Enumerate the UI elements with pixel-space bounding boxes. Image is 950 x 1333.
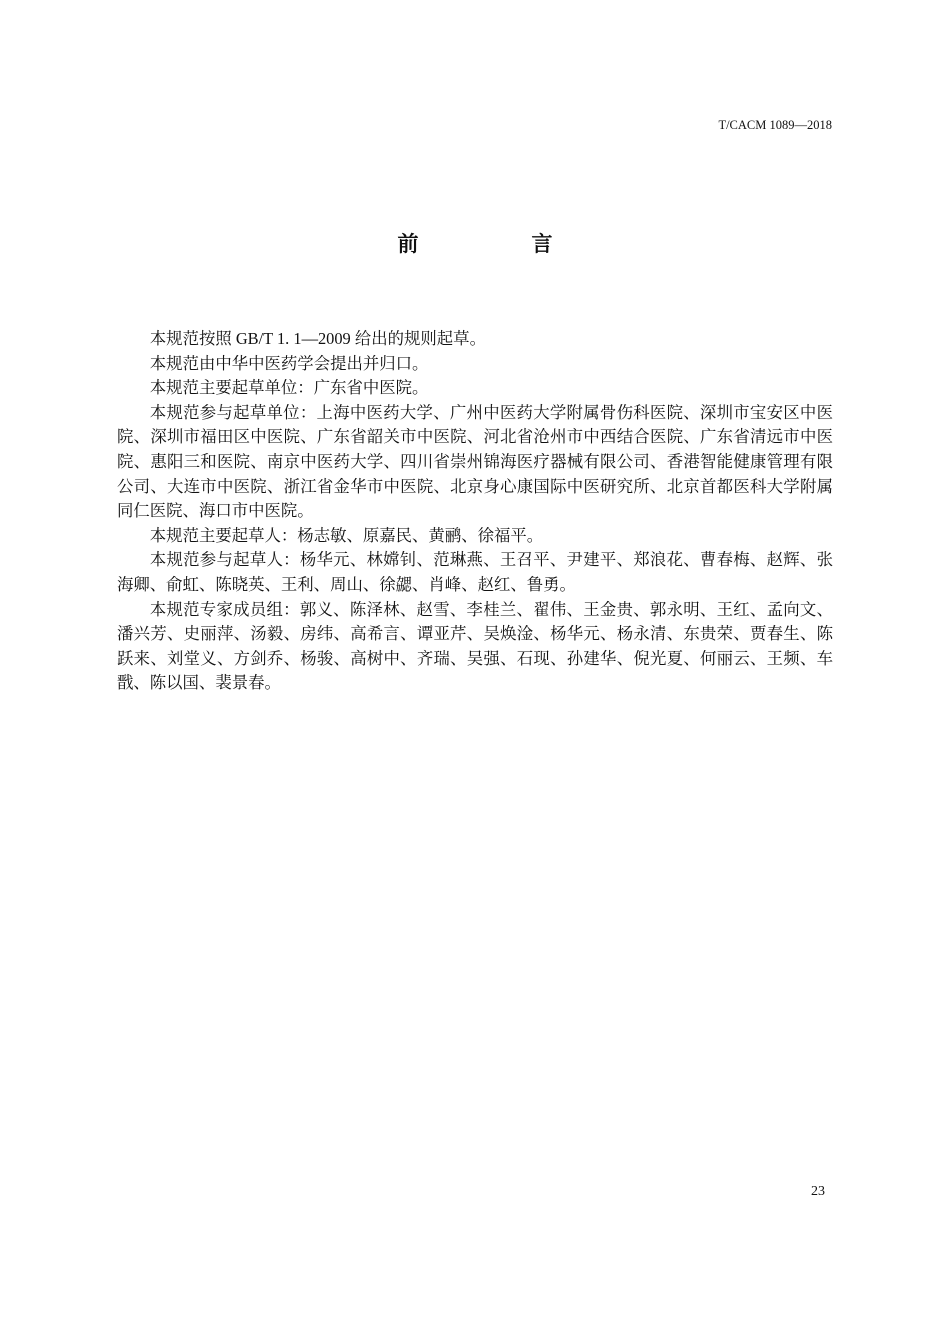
paragraph-drafting-rules: 本规范按照 GB/T 1. 1—2009 给出的规则起草。	[149, 329, 486, 348]
page-number: 23	[811, 1184, 825, 1199]
paragraph-participating-drafters: 本规范参与起草人：杨华元、林嫦钊、范琳燕、王召平、尹建平、郑浪花、曹春梅、赵辉、张海卿、俞虹、陈晓英、王利、周山、徐勰、肖峰、赵红、鲁勇。	[117, 550, 833, 594]
standard-code: T/CACM 1089—2018	[718, 118, 832, 132]
paragraph-expert-group: 本规范专家成员组：郭义、陈泽林、赵雪、李桂兰、翟伟、王金贵、郭永明、王红、孟向文、潘兴芳、史丽萍、汤毅、房纬、高希言、谭亚芹、吴焕淦、杨华元、杨永清、东贵荣、贾春生、陈跃来、刘堂义、方剑乔、杨骏、高树中、齐瑞、吴强、石现、孙建华、倪光夏、何丽云、王频、车戬、陈以国、裴景春。	[117, 599, 833, 693]
page-title: 前 言	[397, 232, 599, 256]
paragraph-main-drafters: 本规范主要起草人：杨志敏、原嘉民、黄鹂、徐福平。	[149, 525, 544, 545]
paragraph-proposer: 本规范由中华中医药学会提出并归口。	[149, 353, 429, 373]
paragraph-participating-units: 本规范参与起草单位：上海中医药大学、广州中医药大学附属骨伤科医院、深圳市宝安区中医院、深圳市福田区中医院、广东省韶关市中医院、河北省沧州市中西结合医院、广东省清远市中医院、惠阳三和医院、南京中医药大学、四川省崇州锦海医疗器械有限公司、香港智能健康管理有限公司、大连市中医院、浙江省金华市中医院、北京身心康国际中医研究所、北京首都医科大学附属同仁医院、海口市中医院。	[117, 402, 833, 521]
paragraph-main-drafting-unit: 本规范主要起草单位：广东省中医院。	[149, 378, 429, 398]
document-body	[117, 327, 833, 696]
